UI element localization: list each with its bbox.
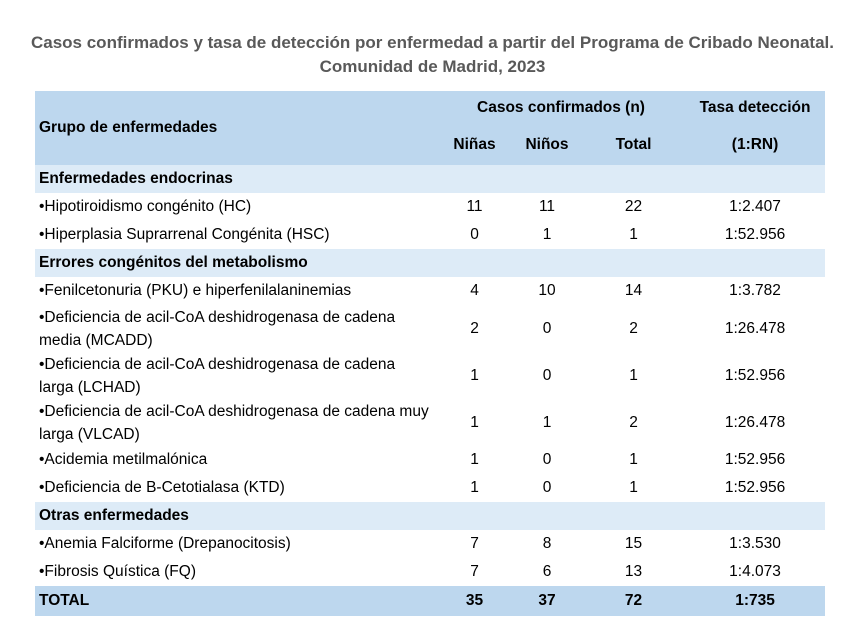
- total-value: 13: [624, 563, 643, 580]
- total-row: [35, 586, 825, 616]
- grand-total: 72: [582, 586, 685, 616]
- table-row: [35, 474, 825, 502]
- ninas-total: 35: [437, 586, 512, 616]
- total-value: 15: [624, 535, 643, 552]
- ninos-value: 10: [538, 282, 556, 299]
- ninas-value: 2: [470, 320, 479, 337]
- ninas-value: 1: [470, 451, 479, 468]
- tasa-value: 1:4.073: [729, 563, 781, 580]
- table-row: [35, 446, 825, 474]
- ninos-value: 0: [542, 451, 552, 468]
- group-name: Errores congénitos del metabolismo: [35, 249, 825, 277]
- cases-table: [35, 91, 825, 616]
- header-ninas: Niñas: [437, 124, 512, 165]
- ninos-value: 1: [542, 414, 552, 431]
- total-value: 1: [629, 479, 638, 496]
- tasa-value: 1:52.956: [724, 367, 786, 384]
- table-row: [35, 530, 825, 558]
- ninos-value: 0: [542, 367, 552, 384]
- group-row: [35, 165, 825, 193]
- tasa-value: 1:52.956: [724, 479, 786, 496]
- header-total: Total: [582, 124, 685, 165]
- ninas-value: 7: [470, 563, 479, 580]
- ninos-value: 1: [542, 226, 552, 243]
- total-label: TOTAL: [35, 586, 437, 616]
- disease-name: •Hiperplasia Suprarrenal Congénita (HSC): [39, 226, 330, 243]
- ninos-value: 0: [542, 320, 552, 337]
- table-row: [35, 305, 825, 352]
- group-row: [35, 502, 825, 530]
- group-name: Otras enfermedades: [35, 502, 825, 530]
- table-row: [35, 352, 825, 399]
- disease-name: •Deficiencia de B-Cetotialasa (KTD): [39, 479, 285, 496]
- total-value: 22: [624, 198, 643, 215]
- ninos-total: 37: [512, 586, 582, 616]
- total-value: 2: [629, 414, 638, 431]
- disease-name: •Deficiencia de acil-CoA deshidrogenasa de cadena media (MCADD): [39, 308, 396, 349]
- ninas-value: 1: [470, 367, 479, 384]
- ninas-value: 1: [470, 479, 479, 496]
- ninas-value: 4: [470, 282, 479, 299]
- tasa-total: 1:735: [685, 586, 825, 616]
- header-ninos: Niños: [512, 124, 582, 165]
- tasa-value: 1:3.530: [729, 535, 781, 552]
- tasa-value: 1:3.782: [729, 282, 781, 299]
- table-row: [35, 558, 825, 586]
- table-row: [35, 221, 825, 249]
- table-title: Casos confirmados y tasa de detección por enfermedad a partir del Programa de Cribado Neonatal. Comunidad de Madrid, 2023: [30, 33, 834, 76]
- disease-name: •Anemia Falciforme (Drepanocitosis): [39, 535, 291, 552]
- tasa-value: 1:26.478: [724, 414, 786, 431]
- header-casos: Casos confirmados (n): [437, 91, 685, 124]
- ninas-value: 1: [470, 414, 479, 431]
- header-tasa-unit: (1:RN): [685, 124, 825, 165]
- ninos-value: 8: [542, 535, 552, 552]
- disease-name: •Fenilcetonuria (PKU) e hiperfenilalaninemias: [39, 282, 352, 299]
- total-value: 1: [629, 226, 638, 243]
- header-tasa: Tasa detección: [685, 91, 825, 124]
- disease-name: •Fibrosis Quística (FQ): [39, 563, 196, 580]
- table-row: [35, 193, 825, 221]
- disease-name: •Deficiencia de acil-CoA deshidrogenasa de cadena muy larga (VLCAD): [39, 402, 429, 443]
- total-value: 2: [629, 320, 638, 337]
- tasa-value: 1:52.956: [724, 451, 786, 468]
- ninas-value: 11: [466, 198, 483, 215]
- ninas-value: 0: [470, 226, 479, 243]
- table-row: [35, 399, 825, 446]
- ninos-value: 6: [542, 563, 552, 580]
- disease-name: •Hipotiroidismo congénito (HC): [39, 198, 252, 215]
- total-value: 14: [624, 282, 643, 299]
- ninas-value: 7: [470, 535, 479, 552]
- group-name: Enfermedades endocrinas: [35, 165, 825, 193]
- total-value: 1: [629, 367, 638, 384]
- disease-name: •Acidemia metilmalónica: [39, 451, 208, 468]
- tasa-value: 1:52.956: [724, 226, 786, 243]
- ninos-value: 0: [542, 479, 552, 496]
- tasa-value: 1:2.407: [729, 198, 781, 215]
- table-row: [35, 277, 825, 305]
- tasa-value: 1:26.478: [724, 320, 786, 337]
- header-grupo: Grupo de enfermedades: [35, 91, 437, 165]
- disease-name: •Deficiencia de acil-CoA deshidrogenasa de cadena larga (LCHAD): [39, 355, 396, 396]
- group-row: [35, 249, 825, 277]
- ninos-value: 11: [538, 198, 556, 215]
- total-value: 1: [629, 451, 638, 468]
